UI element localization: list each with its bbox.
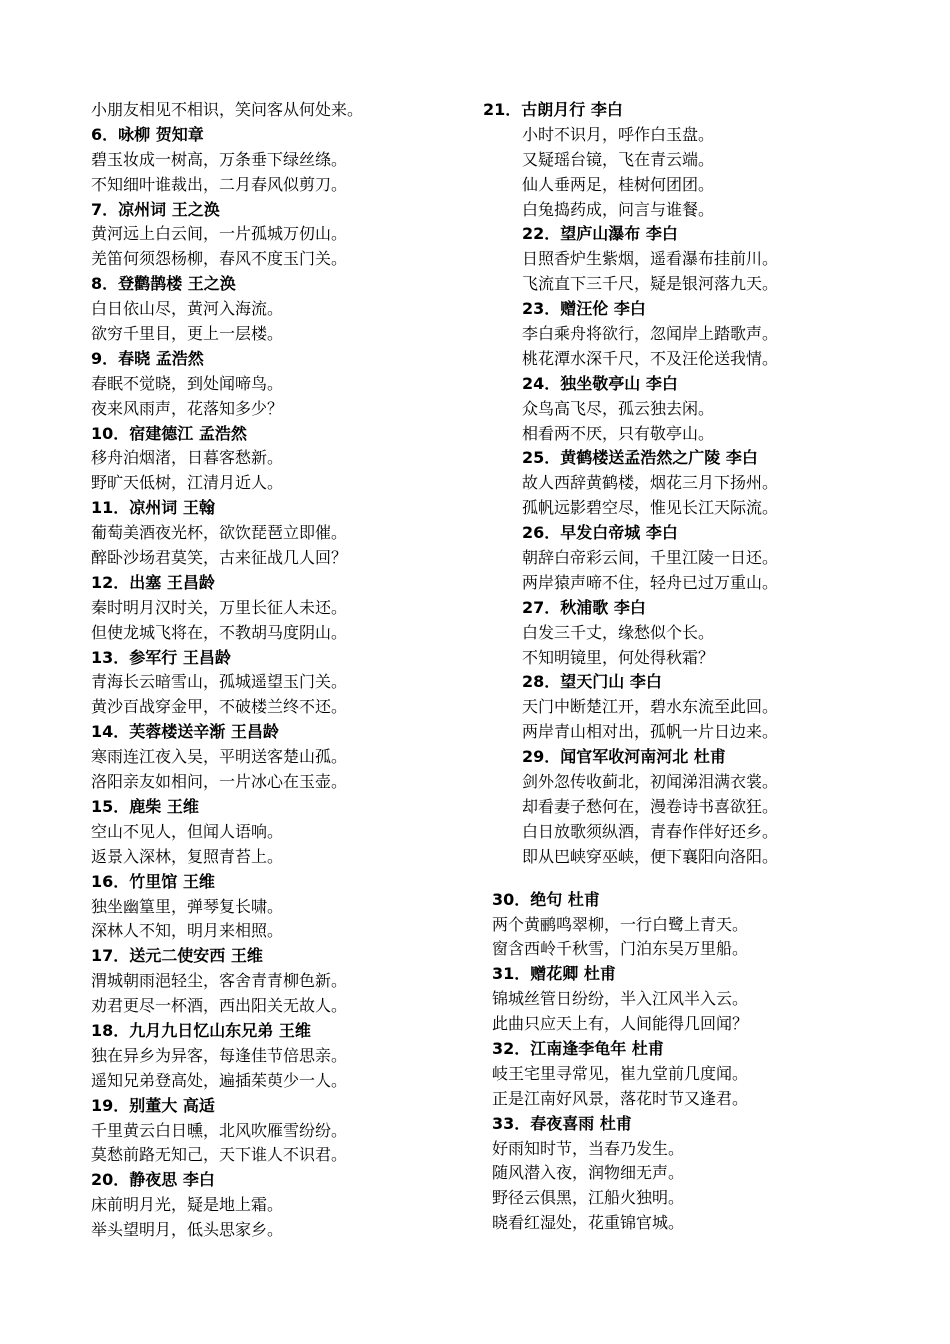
poem-line: 晓看红湿处，花重锦官城。 <box>492 1213 685 1233</box>
poem-line: 日照香炉生紫烟，遥看瀑布挂前川。 <box>522 249 779 269</box>
poem-line: 不知细叶谁裁出，二月春风似剪刀。 <box>91 174 348 194</box>
left-column <box>91 98 363 1243</box>
poem-line: 锦城丝管日纷纷，半入江风半入云。 <box>492 989 749 1009</box>
poem-line: 千里黄云白日曛，北风吹雁雪纷纷。 <box>91 1120 348 1140</box>
poem-line: 渭城朝雨浥轻尘，客舍青青柳色新。 <box>91 971 348 991</box>
poem-title: 14．芙蓉楼送辛渐 王昌龄 <box>91 722 279 742</box>
poem-line: 正是江南好风景，落花时节又逢君。 <box>492 1088 749 1108</box>
poem-title: 10．宿建德江 孟浩然 <box>91 423 247 443</box>
poem-title: 23．赠汪伦 李白 <box>522 299 646 319</box>
poem-line: 仙人垂两足，桂树何团团。 <box>522 174 715 194</box>
poem-line: 春眠不觉晓，到处闻啼鸟。 <box>91 373 284 393</box>
poem-line: 欲穷千里目，更上一层楼。 <box>91 324 284 344</box>
poem-line: 却看妻子愁何在，漫卷诗书喜欲狂。 <box>522 796 779 816</box>
poem-line: 两岸青山相对出，孤帆一片日边来。 <box>522 722 779 742</box>
poem-line: 此曲只应天上有，人间能得几回闻？ <box>492 1014 749 1034</box>
poem-line: 夜来风雨声，花落知多少？ <box>91 398 284 418</box>
poem-line: 醉卧沙场君莫笑，古来征战几人回？ <box>91 548 348 568</box>
poem-line: 天门中断楚江开，碧水东流至此回。 <box>522 697 779 717</box>
poem-title: 13．参军行 王昌龄 <box>91 647 231 667</box>
poem-line: 碧玉妆成一树高，万条垂下绿丝绦。 <box>91 149 348 169</box>
poem-title: 32．江南逢李龟年 杜甫 <box>492 1038 664 1058</box>
poem-line: 孤帆远影碧空尽，惟见长江天际流。 <box>522 498 779 518</box>
poem-title: 18．九月九日忆山东兄弟 王维 <box>91 1020 311 1040</box>
poem-line: 野径云俱黑，江船火独明。 <box>492 1188 685 1208</box>
poem-title: 8．登鹳鹊楼 王之涣 <box>91 274 236 294</box>
poem-line: 举头望明月，低头思家乡。 <box>91 1220 284 1240</box>
poem-line: 深林人不知，明月来相照。 <box>91 921 284 941</box>
poem-line: 野旷天低树，江清月近人。 <box>91 473 284 493</box>
poem-line: 洛阳亲友如相问，一片冰心在玉壶。 <box>91 772 348 792</box>
poem-line: 又疑瑶台镜，飞在青云端。 <box>522 149 715 169</box>
poem-line: 小朋友相见不相识，笑问客从何处来。 <box>91 100 364 119</box>
poem-line: 寒雨连江夜入吴，平明送客楚山孤。 <box>91 747 348 767</box>
poem-title: 33．春夜喜雨 杜甫 <box>492 1113 632 1133</box>
section-gap <box>483 870 778 888</box>
poem-line: 黄沙百战穿金甲，不破楼兰终不还。 <box>91 697 348 717</box>
poem-line: 遥知兄弟登高处，遍插茱萸少一人。 <box>91 1070 348 1090</box>
right-column <box>483 98 778 1236</box>
poem-title: 27．秋浦歌 李白 <box>522 597 646 617</box>
poem-title: 9．春晓 孟浩然 <box>91 348 204 368</box>
poem-title: 6．咏柳 贺知章 <box>91 124 204 144</box>
poem-line: 独在异乡为异客，每逢佳节倍思亲。 <box>91 1045 348 1065</box>
poem-line: 白发三千丈，缘愁似个长。 <box>522 622 715 642</box>
poem-line: 桃花潭水深千尺，不及汪伦送我情。 <box>522 348 779 368</box>
poem-line: 众鸟高飞尽，孤云独去闲。 <box>522 398 715 418</box>
poem-line: 相看两不厌，只有敬亭山。 <box>522 423 715 443</box>
poem-title: 31．赠花卿 杜甫 <box>492 964 616 984</box>
poem-line: 移舟泊烟渚，日暮客愁新。 <box>91 448 284 468</box>
poem-line: 李白乘舟将欲行，忽闻岸上踏歌声。 <box>522 324 779 344</box>
poem-title: 16．竹里馆 王维 <box>91 871 215 891</box>
poem-line: 不知明镜里，何处得秋霜？ <box>522 647 715 667</box>
poem-title: 20．静夜思 李白 <box>91 1170 215 1190</box>
poem-title: 19．别董大 高适 <box>91 1095 215 1115</box>
poem-line: 岐王宅里寻常见，崔九堂前几度闻。 <box>492 1063 749 1083</box>
poem-line: 莫愁前路无知己，天下谁人不识君。 <box>91 1145 348 1165</box>
poem-title: 25．黄鹤楼送孟浩然之广陵 李白 <box>522 448 758 468</box>
poem-title: 28．望天门山 李白 <box>522 672 662 692</box>
poem-line: 两岸猿声啼不住，轻舟已过万重山。 <box>522 572 779 592</box>
poem-line: 床前明月光，疑是地上霜。 <box>91 1195 284 1215</box>
poem-title: 26．早发白帝城 李白 <box>522 523 678 543</box>
poem-line: 葡萄美酒夜光杯，欲饮琵琶立即催。 <box>91 523 348 543</box>
poem-line: 朝辞白帝彩云间，千里江陵一日还。 <box>522 548 779 568</box>
poem-line: 黄河远上白云间，一片孤城万仞山。 <box>91 224 348 244</box>
poem-line: 随风潜入夜，润物细无声。 <box>492 1163 685 1183</box>
poem-line: 空山不见人，但闻人语响。 <box>91 821 284 841</box>
poem-line: 好雨知时节，当春乃发生。 <box>492 1138 685 1158</box>
poem-line: 飞流直下三千尺，疑是银河落九天。 <box>522 274 779 294</box>
poem-title: 15．鹿柴 王维 <box>91 796 199 816</box>
poem-line: 白兔捣药成，问言与谁餐。 <box>522 199 715 219</box>
poem-title: 21．古朗月行 李白 <box>483 100 623 119</box>
poem-line: 但使龙城飞将在，不教胡马度阴山。 <box>91 622 348 642</box>
poem-line: 剑外忽传收蓟北，初闻涕泪满衣裳。 <box>522 772 779 792</box>
poem-line: 秦时明月汉时关，万里长征人未还。 <box>91 597 348 617</box>
poem-title: 12．出塞 王昌龄 <box>91 572 215 592</box>
poem-line: 劝君更尽一杯酒，西出阳关无故人。 <box>91 996 348 1016</box>
poem-title: 29．闻官军收河南河北 杜甫 <box>522 747 726 767</box>
poem-line: 两个黄鹂鸣翠柳，一行白鹭上青天。 <box>492 914 749 934</box>
poem-title: 30．绝句 杜甫 <box>492 889 600 909</box>
poem-line: 返景入深林，复照青苔上。 <box>91 846 284 866</box>
poem-title: 7．凉州词 王之涣 <box>91 199 220 219</box>
poem-title: 22．望庐山瀑布 李白 <box>522 224 678 244</box>
poem-title: 24．独坐敬亭山 李白 <box>522 373 678 393</box>
poem-title: 11．凉州词 王翰 <box>91 498 215 518</box>
poem-line: 独坐幽篁里，弹琴复长啸。 <box>91 896 284 916</box>
poem-line: 即从巴峡穿巫峡，便下襄阳向洛阳。 <box>522 846 779 866</box>
poem-line: 羌笛何须怨杨柳，春风不度玉门关。 <box>91 249 348 269</box>
poem-line: 白日依山尽，黄河入海流。 <box>91 299 284 319</box>
poem-line: 小时不识月，呼作白玉盘。 <box>522 124 715 144</box>
poem-title: 17．送元二使安西 王维 <box>91 946 263 966</box>
poem-line: 青海长云暗雪山，孤城遥望玉门关。 <box>91 672 348 692</box>
poem-line: 白日放歌须纵酒，青春作伴好还乡。 <box>522 821 779 841</box>
poem-line: 故人西辞黄鹤楼，烟花三月下扬州。 <box>522 473 779 493</box>
poem-line: 窗含西岭千秋雪，门泊东吴万里船。 <box>492 939 749 959</box>
